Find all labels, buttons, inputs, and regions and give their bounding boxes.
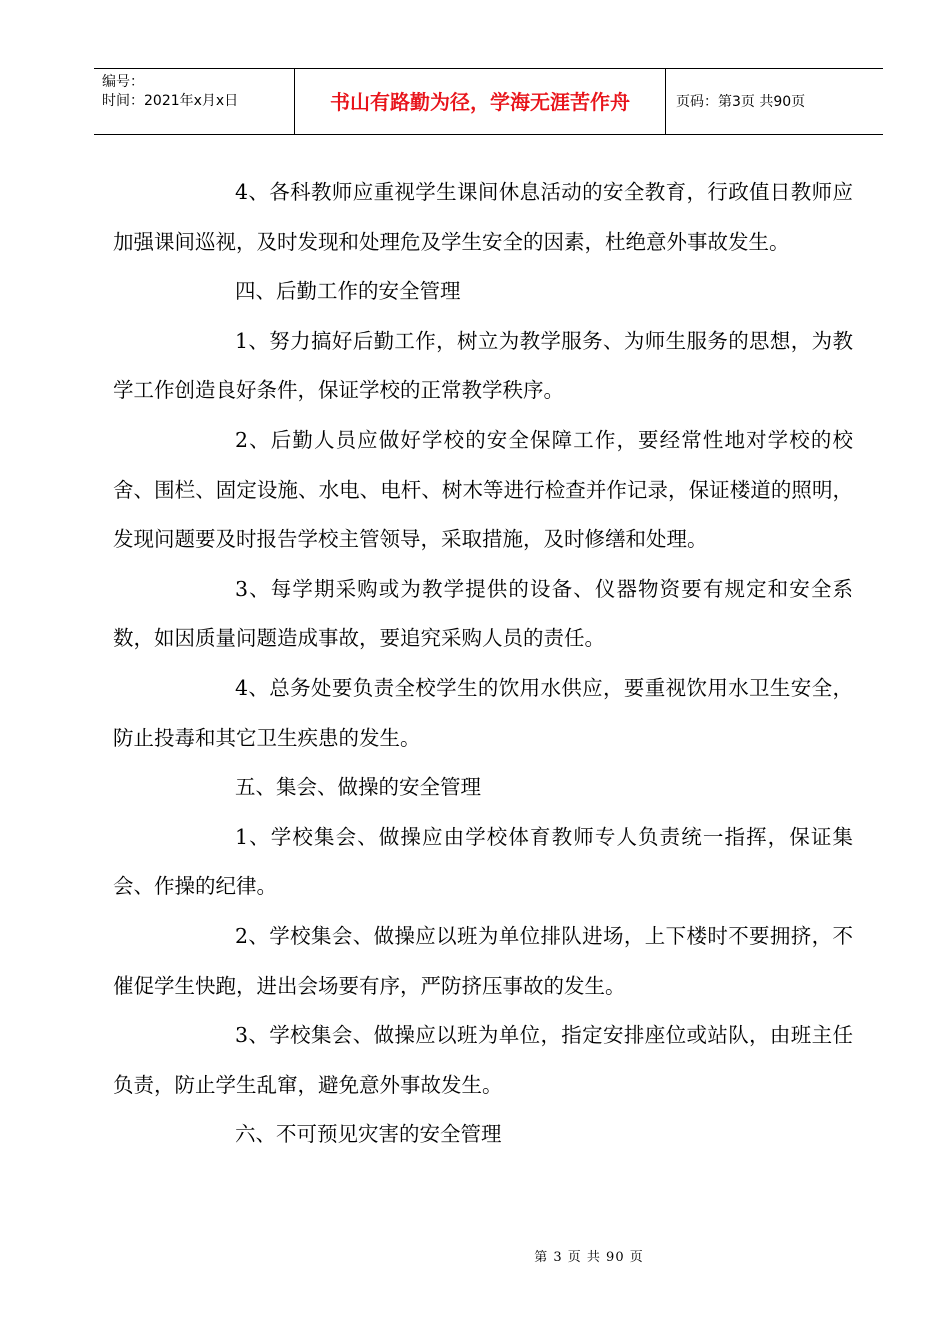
- section-heading-assembly: 五、集会、做操的安全管理: [235, 775, 481, 800]
- paragraph-logistics-3: 3、每学期采购或为教学提供的设备、仪器物资要有规定和安全系数，如因质量问题造成事故，要追究采购人员的责任。: [113, 576, 853, 651]
- header-motto: 书山有路勤为径，学海无涯苦作舟: [330, 90, 630, 114]
- header-number-label: 编号：: [102, 74, 144, 90]
- page-header: [94, 68, 883, 135]
- paragraph-logistics-2: 2、后勤人员应做好学校的安全保障工作，要经常性地对学校的校舍、围栏、固定设施、水电、电杆、树木等进行检查并作记录，保证楼道的照明，发现问题要及时报告学校主管领导，采取措施，及时修缮和处理。: [113, 427, 853, 552]
- header-meta: [102, 73, 292, 111]
- paragraph-assembly-3: 3、学校集会、做操应以班为单位，指定安排座位或站队，由班主任负责，防止学生乱窜，避免意外事故发生。: [113, 1023, 853, 1097]
- header-page-info: 页码：第3页 共90页: [676, 94, 806, 110]
- section-heading-disaster: 六、不可预见灾害的安全管理: [235, 1122, 502, 1147]
- header-time-label: 时间：2021年x月x日: [102, 93, 239, 109]
- section-heading-logistics: 四、后勤工作的安全管理: [235, 279, 461, 304]
- paragraph-4-teachers: 4、各科教师应重视学生课间休息活动的安全教育，行政值日教师应加强课间巡视，及时发现和处理危及学生安全的因素，杜绝意外事故发生。: [113, 180, 853, 254]
- page-footer: 第 3 页 共 90 页: [534, 1250, 644, 1265]
- paragraph-logistics-1: 1、努力搞好后勤工作，树立为教学服务、为师生服务的思想，为教学工作创造良好条件，保证学校的正常教学秩序。: [113, 328, 853, 403]
- paragraph-logistics-4: 4、总务处要负责全校学生的饮用水供应，要重视饮用水卫生安全，防止投毒和其它卫生疾患的发生。: [113, 675, 853, 750]
- header-divider-right: [665, 69, 666, 135]
- document-body: [113, 168, 853, 1160]
- paragraph-assembly-2: 2、学校集会、做操应以班为单位排队进场，上下楼时不要拥挤，不催促学生快跑，进出会场要有序，严防挤压事故的发生。: [113, 923, 853, 998]
- paragraph-assembly-1: 1、学校集会、做操应由学校体育教师专人负责统一指挥，保证集会、作操的纪律。: [113, 824, 853, 899]
